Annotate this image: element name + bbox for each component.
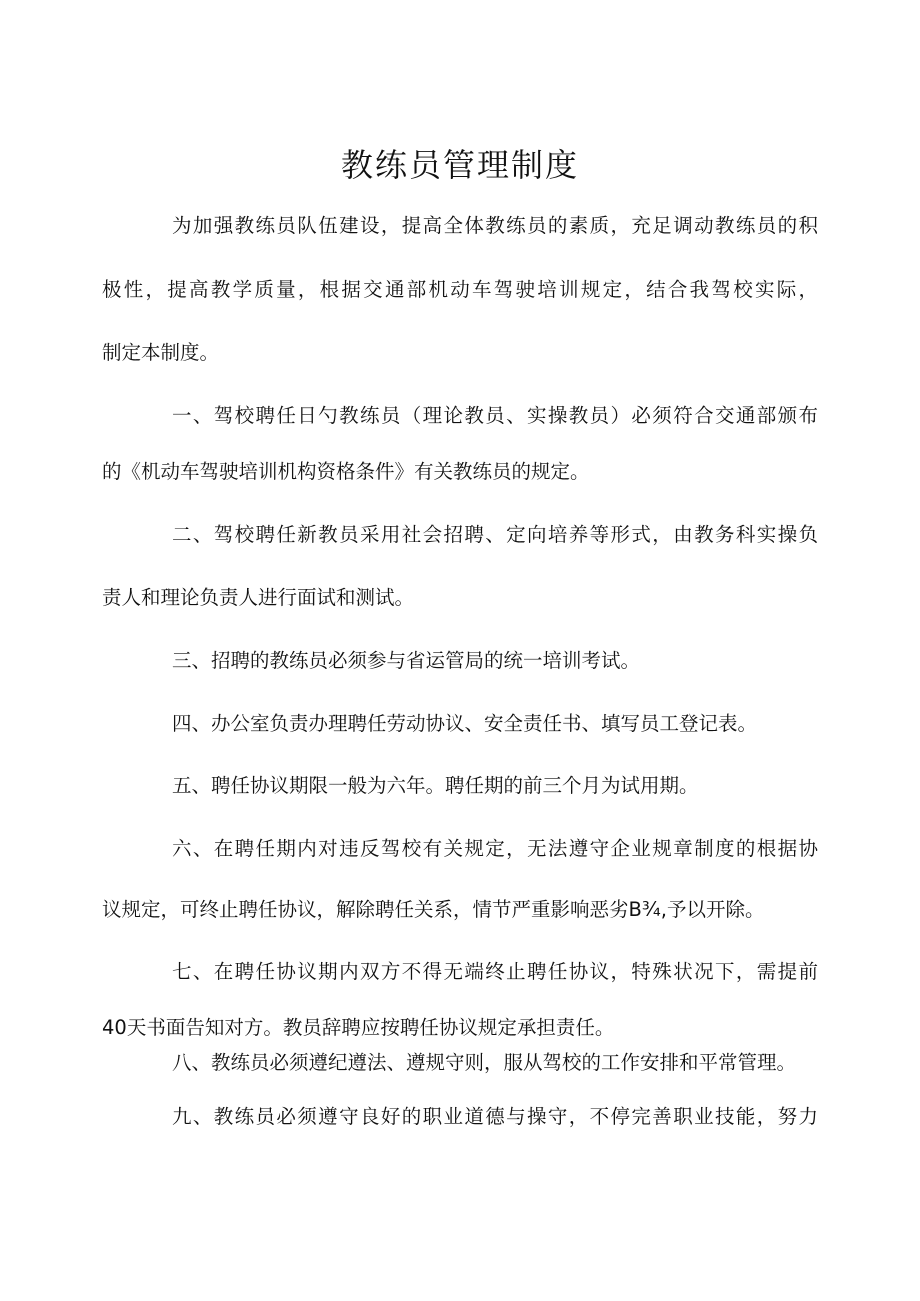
paragraph-line: 制定本制度。 xyxy=(102,341,220,364)
paragraph-line: 六、在聘任期内对违反驾校有关规定，无法遵守企业规章制度的根据协 xyxy=(172,837,818,860)
paragraph-line: 七、在聘任协议期内双方不得无端终止聘任协议，特殊状况下，需提前 xyxy=(172,960,818,983)
paragraph-line: 八、教练员必须遵纪遵法、遵规守则，服从驾校的工作安排和平常管理。 xyxy=(172,1051,797,1074)
paragraph-line: 为加强教练员队伍建设，提高全体教练员的素质，充足调动教练员的积 xyxy=(172,214,818,237)
paragraph-line: 一、驾校聘任日勺教练员（理论教员、实操教员）必须符合交通部颁布 xyxy=(172,404,818,427)
paragraph-line: 三、招聘的教练员必须参与省运管局的统一培训考试。 xyxy=(172,649,641,672)
paragraph-line: 五、聘任协议期限一般为六年。聘任期的前三个月为试用期。 xyxy=(172,774,699,797)
paragraph-line: 责人和理论负责人进行面试和测试。 xyxy=(102,586,415,609)
page-title: 教练员管理制度 xyxy=(340,146,579,184)
paragraph-line: 九、教练员必须遵守良好的职业道德与操守，不停完善职业技能，努力 xyxy=(172,1105,818,1128)
paragraph-line: 议规定，可终止聘任协议，解除聘任关系，情节严重影响恶劣B¾,予以开除。 xyxy=(102,898,765,921)
paragraph-line: 二、驾校聘任新教员采用社会招聘、定向培养等形式，由教务科实操负 xyxy=(172,523,818,546)
paragraph-line: 极性，提高教学质量，根据交通部机动车驾驶培训规定，结合我驾校实际， xyxy=(102,278,818,301)
paragraph-line: 四、办公室负责办理聘任劳动协议、安全责任书、填写员工登记表。 xyxy=(172,712,758,735)
paragraph-line: 的《机动车驾驶培训机构资格条件》有关教练员的规定。 xyxy=(102,460,590,483)
paragraph-line: 40天书面告知对方。教员辞聘应按聘任协议规定承担责任。 xyxy=(102,1016,615,1039)
